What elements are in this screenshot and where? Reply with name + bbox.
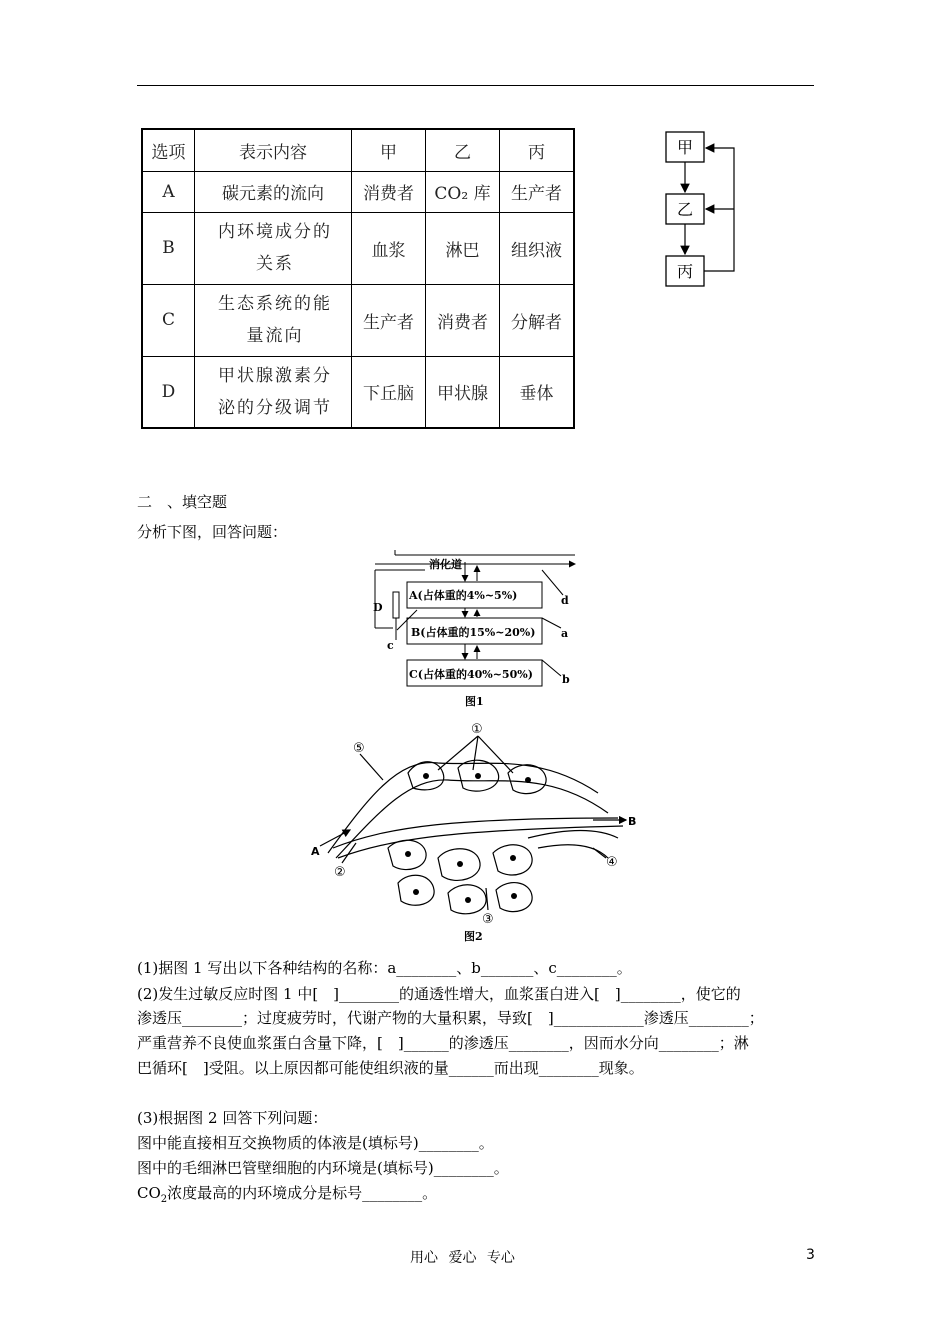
- table-row: [142, 171, 574, 212]
- table-cell: 生产者: [500, 171, 575, 212]
- marker-4: ④: [606, 855, 618, 870]
- table-cell: 甲状腺激素分泌的分级调节: [195, 356, 352, 428]
- table-cell: 生态系统的能量流向: [195, 284, 352, 356]
- table-cell: 下丘脑: [352, 356, 426, 428]
- figure-2: [308, 718, 643, 946]
- table-header-row: [142, 129, 574, 171]
- pointer-5: [360, 754, 383, 780]
- nucleus-dot: [525, 777, 531, 783]
- figure-2-caption: 图2: [464, 930, 483, 943]
- flow-label-jia: 甲: [676, 138, 694, 157]
- table-header-cell: 表示内容: [195, 129, 352, 171]
- table-cell: 组织液: [500, 212, 575, 284]
- pointer-4: [593, 848, 606, 858]
- co2-prefix: CO: [137, 1184, 161, 1202]
- label-C: C(占体重的40%~50%): [409, 668, 533, 681]
- table-cell: B: [142, 212, 195, 284]
- question-3-b: 图中的毛细淋巴管壁细胞的内环境是(填标号)________。: [137, 1159, 509, 1177]
- table-row: [142, 356, 574, 428]
- label-b: b: [562, 673, 570, 686]
- label-tract: 消化道: [429, 558, 462, 571]
- marker-1: ①: [471, 722, 483, 737]
- figure-1-caption: 图1: [465, 695, 484, 708]
- marker-5: ⑤: [353, 741, 365, 756]
- table-cell: 分解者: [500, 284, 575, 356]
- pointer-1: [473, 736, 478, 770]
- leader-b: [542, 660, 561, 676]
- table-cell: C: [142, 284, 195, 356]
- header-rule: [137, 85, 814, 86]
- table-header-cell: 甲: [352, 129, 426, 171]
- label-B: B(占体重的15%~20%): [411, 626, 536, 639]
- question-2-line-3: 严重营养不良使血浆蛋白含量下降，[ ]______的渗透压________，因而水分向________；淋: [137, 1034, 749, 1052]
- table-cell: 生产者: [352, 284, 426, 356]
- label-A: A: [311, 845, 320, 858]
- question-2-line-2: 渗透压________；过度疲劳时，代谢产物的大量积累，导致[ ]____________渗透压________；: [137, 1009, 764, 1027]
- table-cell: 垂体: [500, 356, 575, 428]
- label-B: B: [628, 815, 637, 828]
- label-d: d: [561, 594, 569, 607]
- question-3-c-text: 浓度最高的内环境成分是标号________。: [167, 1184, 438, 1202]
- table-cell: A: [142, 171, 195, 212]
- table-cell: 淋巴: [426, 212, 500, 284]
- question-3-title: (3)根据图 2 回答下列问题：: [137, 1109, 328, 1127]
- table-header-cell: 乙: [426, 129, 500, 171]
- label-D: D: [373, 601, 383, 614]
- options-table: [141, 128, 575, 429]
- leader-a: [542, 618, 561, 628]
- lymph-vessel: [393, 592, 399, 618]
- marker-3: ③: [482, 912, 494, 927]
- table-header-cell: 选项: [142, 129, 195, 171]
- page-footer: 用心 爱心 专心: [410, 1250, 515, 1266]
- marker-2: ②: [334, 865, 346, 880]
- label-a: a: [561, 627, 569, 640]
- nucleus-dot: [405, 851, 411, 857]
- nucleus-dot: [413, 889, 419, 895]
- lymph-vessel: [528, 831, 618, 839]
- table-cell: 消费者: [352, 171, 426, 212]
- table-header-cell: 丙: [500, 129, 575, 171]
- pointer-1: [438, 736, 478, 770]
- page-number: 3: [806, 1247, 815, 1263]
- nucleus-dot: [465, 897, 471, 903]
- question-3-c: [137, 1180, 437, 1213]
- nucleus-dot: [457, 861, 463, 867]
- co2-subscript: 2: [160, 1194, 168, 1205]
- question-2-line-4: 巴循环[ ]受阻。以上原因都可能使组织液的量______而出现________现象。: [137, 1059, 644, 1077]
- capillary-wall: [328, 763, 598, 853]
- section-title: 二 、填空题: [137, 493, 228, 511]
- label-A: A(占体重的4%~5%): [409, 589, 518, 602]
- nucleus-dot: [475, 773, 481, 779]
- nucleus-dot: [510, 855, 516, 861]
- figure-1: [365, 550, 585, 710]
- table-row: [142, 212, 574, 284]
- table-cell: 消费者: [426, 284, 500, 356]
- nucleus-dot: [511, 893, 517, 899]
- label-c: c: [387, 639, 394, 652]
- table-cell: 血浆: [352, 212, 426, 284]
- leader-d: [542, 570, 563, 595]
- nucleus-dot: [423, 773, 429, 779]
- flow-label-yi: 乙: [676, 200, 694, 219]
- intro-text: 分析下图，回答问题：: [137, 523, 288, 541]
- table-cell: D: [142, 356, 195, 428]
- table-cell: 甲状腺: [426, 356, 500, 428]
- table-cell: 内环境成分的关系: [195, 212, 352, 284]
- question-2-line-1: (2)发生过敏反应时图 1 中[ ]________的通透性增大，血浆蛋白进入[ ]________，使它的: [137, 985, 741, 1003]
- table-row: [142, 284, 574, 356]
- flow-label-bing: 丙: [676, 262, 694, 281]
- question-1: (1)据图 1 写出以下各种结构的名称：a________、b_______、c________。: [137, 959, 632, 977]
- table-cell: 碳元素的流向: [195, 171, 352, 212]
- table-cell: CO₂ 库: [426, 171, 500, 212]
- question-3-a: 图中能直接相互交换物质的体液是(填标号)________。: [137, 1134, 494, 1152]
- flow-diagram: [660, 128, 750, 293]
